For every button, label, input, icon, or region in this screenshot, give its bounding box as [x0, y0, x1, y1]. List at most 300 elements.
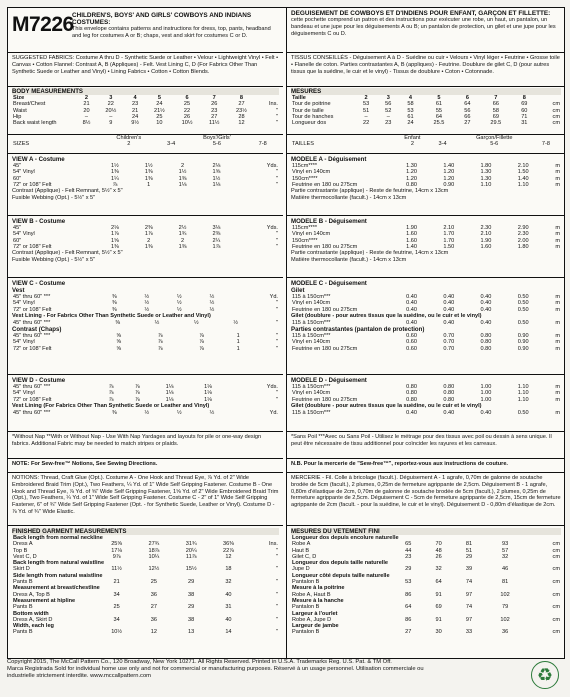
- usage-line-2: industrielle strictement interdite. www.mccallpattern.com: [7, 673, 152, 680]
- row-label: Mesure à la poitrine: [292, 585, 345, 592]
- cell-value: 0.80: [406, 390, 418, 397]
- french-column: [286, 8, 565, 658]
- cell-value: 12: [225, 553, 232, 560]
- cell-value: 2⅜: [212, 231, 221, 238]
- cell-value: 25: [183, 101, 191, 108]
- cell-value: 23: [131, 101, 139, 108]
- cell-value: 1⅜: [144, 243, 153, 250]
- row-label: Largeur à l'ourlet: [292, 610, 338, 617]
- view-c-lining: Vest Lining - For Fabrics Other Than Synthetic Suede or Leather and Vinyl): [12, 312, 211, 319]
- modele-d-title: MODELE D - Déguisement: [291, 377, 367, 384]
- cell-value: 0.50: [517, 294, 529, 300]
- cell-value: ⅞: [157, 345, 163, 352]
- cell-value: 17⅛: [111, 547, 123, 554]
- cell-value: 0.80: [480, 345, 492, 352]
- cell-value: 1.10: [517, 181, 529, 188]
- cell-value: 97: [465, 591, 473, 598]
- cell-value: m: [555, 225, 560, 231]
- row-label: Vinyl en 140cm: [292, 339, 331, 346]
- cell-value: 10¼: [148, 553, 160, 560]
- row-label: Pantalon B: [292, 604, 320, 611]
- cell-value: 12: [150, 629, 158, 636]
- metrage-size-header: [291, 135, 561, 148]
- cell-value: 0.70: [443, 339, 455, 346]
- row-label: 115 à 150cm***: [292, 319, 331, 326]
- cell-value: 1⅞: [212, 243, 221, 250]
- modele-c-table: [291, 294, 561, 313]
- cell-value: 24: [131, 113, 139, 120]
- cell-value: ": [276, 169, 278, 176]
- cell-value: 1: [236, 345, 240, 352]
- cell-value: 0.40: [406, 294, 418, 300]
- finished-measurements: [8, 526, 283, 638]
- cell-value: 2¼: [212, 237, 221, 244]
- cell-value: 1.10: [517, 384, 529, 390]
- cell-value: 34: [113, 591, 120, 598]
- cell-value: 1.20: [406, 175, 418, 182]
- cell-value: 66: [464, 113, 471, 120]
- row-label: Back length from normal neckline: [13, 535, 103, 541]
- cell-value: cm: [552, 113, 560, 120]
- row-label: Pantalon B: [292, 629, 320, 636]
- cell-value: 10: [156, 120, 163, 127]
- cell-value: 64: [435, 579, 442, 586]
- cell-value: 20: [83, 107, 90, 114]
- cell-value: cm: [552, 604, 560, 611]
- cell-value: 15½: [185, 566, 197, 573]
- cell-value: ": [276, 591, 278, 598]
- cell-value: 0.80: [406, 181, 418, 188]
- cell-value: 1⅜: [144, 169, 153, 176]
- cell-value: 6: [185, 95, 189, 101]
- cell-value: 4: [133, 95, 137, 101]
- cell-value: 79: [501, 604, 509, 611]
- row-label: 72" or 108" Felt: [13, 181, 52, 188]
- cell-value: m: [555, 390, 560, 397]
- cell-value: 2⅛: [212, 163, 221, 169]
- cell-value: ½: [209, 294, 215, 300]
- cell-value: ½: [154, 319, 160, 326]
- cell-value: 86: [405, 616, 412, 623]
- cell-value: 1½: [212, 175, 221, 182]
- cell-value: 0.40: [443, 306, 455, 313]
- sew-free-note: NOTE: For Sew-free™ Notions, See Sewing Directions.: [8, 459, 283, 473]
- row-label: 115 à 150cm***: [292, 409, 331, 416]
- cell-value: 40: [225, 616, 232, 623]
- cell-value: 1⅛: [165, 390, 174, 397]
- cell-value: 86: [405, 591, 412, 598]
- cell-value: 34: [113, 616, 120, 623]
- cell-value: 36: [150, 591, 158, 598]
- cell-value: 51: [362, 107, 370, 114]
- cell-value: 0.40: [480, 294, 492, 300]
- row-label: 115cm****: [292, 163, 318, 169]
- cell-value: 38: [188, 616, 195, 623]
- cell-value: 26: [435, 553, 442, 560]
- row-label: Width, each leg: [13, 623, 54, 630]
- cell-value: 2: [181, 163, 185, 169]
- cell-value: 93: [501, 541, 509, 548]
- cell-value: 1.30: [480, 175, 492, 182]
- row-label: Longueur dos: [292, 120, 327, 127]
- cell-value: m: [555, 237, 560, 244]
- cell-value: m: [555, 319, 560, 326]
- cell-value: ½: [144, 294, 150, 300]
- cell-value: 2.10: [480, 231, 492, 238]
- cell-value: 0.90: [517, 345, 529, 352]
- row-label: Vinyl en 140cm: [292, 300, 331, 307]
- modele-b-title: MODELE B - Déguisement: [291, 218, 367, 225]
- cell-value: 0.40: [480, 409, 492, 416]
- cell-value: 9: [109, 120, 113, 127]
- cell-value: ": [276, 306, 278, 313]
- cell-value: 55: [435, 107, 443, 114]
- cell-value: 23: [385, 120, 392, 127]
- cell-value: 0.50: [517, 319, 529, 326]
- modele-b-table: [291, 225, 561, 250]
- cell-value: ": [276, 237, 278, 244]
- cell-value: 31: [521, 120, 528, 127]
- row-label: 115 à 150cm***: [292, 294, 331, 300]
- cell-value: 25.5: [433, 120, 445, 127]
- cell-value: 57: [501, 547, 509, 554]
- cell-value: 1.30: [480, 169, 492, 176]
- cell-value: 1.40: [517, 175, 529, 182]
- table-row: [12, 410, 279, 416]
- cell-value: 0.80: [443, 390, 455, 397]
- cell-value: 71: [521, 113, 528, 120]
- row-label: 54" Vinyl: [13, 169, 35, 176]
- table-row: [12, 629, 279, 635]
- mercerie: MERCERIE - Fil. Colle à bricolage (facult.). Déguisement A - 1 agrafe, 0,70m de galonne de soutache brodée de 5cm (facult.), 2 plumes, 0,25m de fermeture agrippante de 2,5cm. Déguisement B - 1 agrafe, 0,80m d'élastique de 2cm, 0,70m de galonne de soutache brodée de 5cm (facult.), 2 plumes, 0,25m de fermeture agrippante de 2,5cm. Déguisement C - 5cm de fermeture agrippante de 2,5cm, 15cm de fermeture agrippante de 2cm (facult. - pour la suédine, le cuir et le vinyl). Déguisement D - 0,80m d'élastique de 2cm.: [287, 473, 565, 526]
- view-a-note: Contrast (Applique) - Felt Remnant, 5½" x 5" Fusible Webbing (Opt.) - 5½" x 5": [12, 188, 123, 201]
- row-label: 45" thru 60" ***: [13, 384, 51, 390]
- row-label: Longueur dos depuis taille naturelle: [292, 560, 389, 567]
- cell-value: ⅜: [115, 319, 120, 326]
- cell-value: 32: [225, 579, 232, 586]
- cell-value: 0.80: [480, 332, 492, 339]
- cell-value: 1⅛: [212, 181, 221, 188]
- view-c-contrast-table: [12, 333, 279, 352]
- cell-value: 2.00: [517, 237, 529, 244]
- mesures: [287, 87, 565, 135]
- row-label: 115cm****: [292, 225, 318, 231]
- cell-value: 20½: [105, 107, 117, 114]
- cell-value: 2.10: [443, 225, 455, 231]
- cell-value: 91: [435, 616, 442, 623]
- cell-value: 1.30: [406, 163, 418, 169]
- cell-value: ": [276, 547, 278, 554]
- cell-value: ⅞: [108, 396, 114, 403]
- cell-value: ": [276, 553, 278, 560]
- view-b-title: VIEW B - Costume: [12, 218, 66, 225]
- cell-value: 26: [211, 101, 218, 108]
- cell-value: m: [555, 396, 560, 403]
- cell-value: 10½: [181, 120, 193, 127]
- cell-value: cm: [552, 541, 560, 548]
- view-a-title: VIEW A - Costume: [12, 156, 65, 163]
- row-label: 60": [13, 175, 22, 182]
- row-label: Longueur dos depuis encolure naturelle: [292, 535, 399, 541]
- cell-value: 3: [386, 95, 390, 101]
- cell-value: 66: [492, 101, 499, 108]
- cell-value: 9⅞: [112, 553, 121, 560]
- cell-value: 69: [521, 101, 528, 108]
- cell-value: 36: [501, 629, 509, 636]
- row-label: Largeur de jambe: [292, 623, 339, 630]
- cell-value: 1.50: [517, 169, 529, 176]
- cell-value: 23½: [236, 107, 247, 114]
- cell-value: 27: [464, 120, 471, 127]
- cell-value: 0.50: [517, 300, 529, 307]
- table-row: [12, 141, 279, 147]
- cell-value: 69: [492, 113, 499, 120]
- row-label: 54" Vinyl: [13, 390, 35, 397]
- cell-value: m: [555, 300, 560, 307]
- modele-c-contrast-table: [291, 333, 561, 352]
- row-label: Tour de poitrine: [292, 101, 331, 108]
- row-label: Robe A, Haut B: [292, 591, 331, 598]
- cell-value: 1.20: [406, 169, 418, 176]
- cell-value: 0.40: [406, 300, 418, 307]
- cell-value: 5: [437, 95, 441, 101]
- cell-value: ⅜: [111, 294, 117, 300]
- cell-value: Yds.: [266, 384, 278, 390]
- cell-value: 52: [385, 107, 392, 114]
- cell-value: 2.10: [517, 163, 529, 169]
- cell-value: 0.40: [443, 300, 455, 307]
- cell-value: ⅞: [108, 384, 114, 390]
- cell-value: 3⅛: [212, 225, 221, 231]
- row-label: 45" thru 60" ***: [13, 332, 51, 339]
- cell-value: ⅜: [111, 409, 117, 416]
- cell-value: 1⅜: [144, 175, 153, 182]
- english-description: This envelope contains patterns and instructions for dress, top, pants, headband and leg for costumes A or B; chaps, vest and skirt for costumes C or D.: [72, 26, 271, 40]
- cell-value: 24: [156, 101, 163, 108]
- table-row: [291, 410, 561, 416]
- cell-value: 1.70: [443, 231, 455, 238]
- cell-value: m: [555, 384, 560, 390]
- row-label: Side length from natural waistline: [13, 572, 103, 579]
- cell-value: m: [555, 181, 560, 188]
- modele-b-metrage: [287, 216, 565, 278]
- view-c-title: VIEW C - Costume: [12, 280, 66, 287]
- view-c-sub: Vest: [12, 287, 25, 294]
- cell-value: 25⅝: [111, 541, 123, 548]
- modele-d-metrage: [287, 375, 565, 432]
- cell-value: 21: [131, 107, 139, 114]
- cell-value: ": [276, 604, 278, 611]
- cell-value: 0.80: [480, 339, 492, 346]
- cell-value: 0.80: [406, 396, 418, 403]
- modele-a-table: [291, 163, 561, 188]
- cell-value: 7: [212, 95, 216, 101]
- row-label: 150cm****: [292, 175, 318, 182]
- cell-value: 36⅜: [222, 541, 234, 548]
- cell-value: 0.40: [443, 294, 455, 300]
- cell-value: 1⅛: [165, 384, 174, 390]
- cell-value: Yds.: [266, 163, 278, 169]
- cell-value: 0.80: [443, 396, 455, 403]
- cell-value: m: [555, 339, 560, 346]
- cell-value: 32: [435, 566, 442, 573]
- cell-value: 0.90: [517, 339, 529, 346]
- cell-value: m: [555, 163, 560, 169]
- cell-value: 28: [238, 113, 245, 120]
- cell-value: Children's: [116, 135, 142, 141]
- cell-value: 1.60: [406, 237, 418, 244]
- row-label: Dress A, Skirt D: [13, 616, 53, 623]
- cell-value: 14: [225, 629, 232, 636]
- cell-value: 12½: [148, 566, 160, 573]
- cell-value: 1.20: [443, 169, 455, 176]
- nap-note: *Without Nap **With or Without Nap - Use With Nap Yardages and layouts for pile or one-way design fabrics. Additional Fabric may be needed to match stripes or plaids.: [8, 432, 283, 459]
- cell-value: 18⅞: [148, 547, 160, 554]
- cell-value: 58: [407, 101, 414, 108]
- cell-value: ⅜: [111, 300, 117, 307]
- table-row: [291, 629, 561, 635]
- view-c-yardage: [8, 278, 283, 375]
- cell-value: 1⅞: [144, 231, 153, 238]
- row-label: Back length from natural waistline: [13, 560, 105, 567]
- metrage-header: [287, 135, 565, 154]
- cell-value: 7: [494, 95, 498, 101]
- view-c-contrast: Contrast (Chaps): [12, 325, 62, 333]
- cell-value: ½: [233, 319, 239, 326]
- row-label: Vinyl en 140cm: [292, 231, 331, 238]
- cell-value: 33: [465, 629, 473, 636]
- row-label: Measurement at hipline: [13, 597, 76, 604]
- cell-value: 2: [410, 141, 414, 148]
- cell-value: 0.50: [517, 409, 529, 416]
- cell-value: 0.40: [406, 319, 418, 326]
- cell-value: 102: [500, 591, 510, 598]
- sans-poil-note: *Sans Poil ***Avec ou Sans Poil - Utilisez le métrage pour des tissus avec poil ou dessin à sens unique. Il peut être nécessaire de tissu additionnel pour coïncider les rayures et les carreaux.: [287, 432, 565, 459]
- english-header: [8, 8, 283, 53]
- cell-value: 22: [362, 120, 370, 127]
- cell-value: 5-6: [212, 141, 221, 148]
- cell-value: 1: [236, 339, 240, 346]
- cell-value: Yd.: [269, 409, 278, 416]
- cell-value: 26: [183, 113, 191, 120]
- cell-value: 1.40: [443, 163, 455, 169]
- cell-value: 36: [150, 616, 158, 623]
- modele-a-metrage: [287, 154, 565, 216]
- cell-value: 64: [435, 113, 443, 120]
- cell-value: 25: [156, 113, 163, 120]
- row-label: 54" Vinyl: [13, 231, 35, 238]
- instruction-sheet: [7, 7, 565, 659]
- cell-value: ": [276, 332, 278, 339]
- cell-value: 29.5: [490, 120, 502, 127]
- row-label: Vest C, D: [13, 553, 37, 560]
- cell-value: ½: [144, 300, 150, 307]
- cell-value: ⅞: [108, 390, 114, 397]
- row-label: Longueur côté depuis taille naturelle: [292, 572, 390, 579]
- cell-value: ": [276, 107, 278, 114]
- cell-value: ½: [177, 300, 182, 307]
- row-label: Hip: [13, 113, 22, 120]
- row-label: Robe A, Jupe D: [292, 616, 332, 623]
- cell-value: m: [555, 306, 560, 313]
- cell-value: 20¼: [185, 547, 197, 554]
- cell-value: 0.40: [406, 306, 418, 313]
- cell-value: 1.10: [517, 396, 529, 403]
- cell-value: 7-8: [258, 141, 267, 148]
- cell-value: ": [276, 579, 278, 586]
- cell-value: 7-8: [541, 141, 550, 148]
- cell-value: ": [276, 300, 278, 307]
- cell-value: cm: [552, 553, 560, 560]
- finished-title: FINISHED GARMENT MEASUREMENTS: [12, 528, 279, 535]
- modele-c-contrast: Parties contrastantes (pantalon de protection): [291, 325, 425, 333]
- row-label: Feutrine en 180 ou 275cm: [292, 243, 358, 250]
- cell-value: ⅞: [157, 332, 163, 339]
- cell-value: –: [84, 113, 89, 120]
- cell-value: cm: [552, 579, 560, 586]
- cell-value: 24: [407, 120, 414, 127]
- cell-value: 3-4: [438, 141, 447, 148]
- cell-value: –: [386, 113, 390, 120]
- cell-value: 1.10: [517, 390, 529, 397]
- row-label: Back waist length: [13, 120, 57, 127]
- cell-value: ": [276, 339, 278, 346]
- cell-value: 2: [181, 237, 185, 244]
- cell-value: 8½: [82, 120, 91, 127]
- cell-value: Yd.: [269, 294, 278, 300]
- modele-d-lining: Gilet (doublure - pour autres tissus que la suédine, ou le cuir et le vinyl): [291, 402, 482, 409]
- modele-a-note: Partie contrastante (applique) - Reste de feutrine, 14cm x 13cm Matière thermocollante (facult.) - 14cm x 13cm: [291, 188, 449, 201]
- cell-value: 91: [435, 591, 442, 598]
- yardage-size-header: [12, 135, 279, 148]
- cell-value: 6: [465, 95, 469, 101]
- cell-value: 2½: [178, 225, 187, 231]
- cell-value: m: [555, 409, 560, 416]
- cell-value: 74: [465, 604, 473, 611]
- cell-value: 1.80: [480, 163, 492, 169]
- cell-value: ": [276, 629, 278, 636]
- cell-value: 27: [405, 629, 412, 636]
- cell-value: 0.60: [406, 345, 418, 352]
- cell-value: [557, 141, 561, 147]
- view-b-table: [12, 225, 279, 250]
- cell-value: 0.80: [443, 384, 455, 390]
- cell-value: 11½: [209, 120, 220, 127]
- row-label: 45" thru 60" ***: [13, 409, 51, 416]
- cell-value: 2: [127, 141, 131, 148]
- cell-value: ⅞: [134, 384, 140, 390]
- cell-value: 29: [405, 566, 412, 573]
- cell-value: 31: [225, 604, 232, 611]
- cell-value: Boys'/Girls': [203, 135, 231, 141]
- cell-value: m: [555, 332, 560, 339]
- cell-value: 11⅞: [185, 553, 197, 560]
- cell-value: 29: [188, 579, 195, 586]
- cell-value: 1.60: [480, 243, 492, 250]
- cell-value: 56: [385, 101, 392, 108]
- table-row: [291, 141, 561, 147]
- cell-value: 21½: [153, 107, 165, 114]
- row-label: Tour de hanches: [292, 113, 334, 120]
- cell-value: 1⅛: [204, 390, 212, 397]
- modele-d-table: [291, 384, 561, 403]
- row-label: 115 à 150cm***: [292, 384, 331, 390]
- cell-value: m: [555, 345, 560, 352]
- cell-value: 1.00: [480, 384, 492, 390]
- row-label: 72" or 108" Felt: [13, 306, 52, 313]
- cell-value: 1.00: [480, 396, 492, 403]
- cell-value: ": [276, 319, 278, 326]
